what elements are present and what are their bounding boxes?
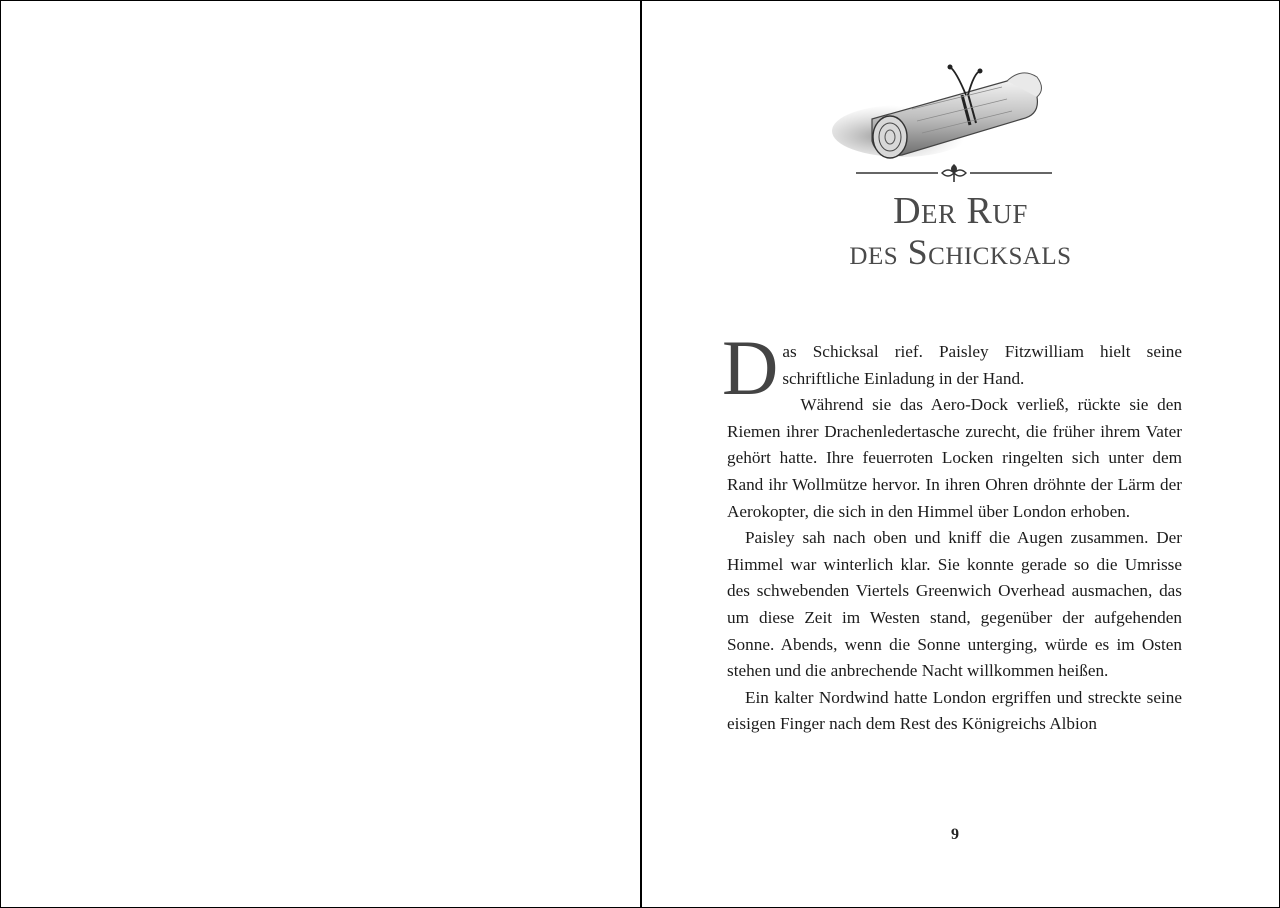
chapter-body xyxy=(722,324,1182,738)
paragraph-4: Ein kalter Nordwind hatte London ergriffen und streckte seine eisigen Finger nach dem Rest des Königreichs Albion xyxy=(727,687,1182,734)
rolled-scroll-icon xyxy=(832,59,1062,169)
chapter-title-line-2: des Schicksals xyxy=(849,231,1072,272)
paragraph-3: Paisley sah nach oben und kniff die Augen zusammen. Der Himmel war winterlich klar. Sie konnte gerade so die Umrisse des schwebenden Viertels Greenwich Overhead ausmachen, das um diese Zeit im Westen stand, gegenüber der aufgehenden Sonne. Abends, wenn die Sonne unterging, würde es im Osten stehen und die anbrechende Nacht willkommen heißen. xyxy=(727,528,1182,681)
paragraph-2: Während sie das Aero-Dock verließ, rückte sie den Riemen ihrer Drachenledertasche zurecht, die früher ihrem Vater gehört hatte. Ihre feuerroten Locken ringelten sich unter dem Rand ihr Wollmütze hervor. In ihren Ohren dröhnte der Lärm der Aerokopter, die sich in den Himmel über London erhoben. xyxy=(727,395,1182,521)
paragraph-1 xyxy=(722,324,1182,411)
chapter-title-line-1: Der Ruf xyxy=(893,190,1028,232)
left-page-blank xyxy=(1,1,641,907)
page-number: 9 xyxy=(951,826,959,843)
drop-cap: D xyxy=(722,324,779,411)
fleuron-divider-icon xyxy=(854,161,1054,185)
right-page xyxy=(642,1,1279,907)
paragraph-text: as Schicksal rief. Paisley Fitzwilliam hielt seine schriftliche Einladung in der Hand. xyxy=(782,342,1182,388)
chapter-title xyxy=(642,191,1279,272)
